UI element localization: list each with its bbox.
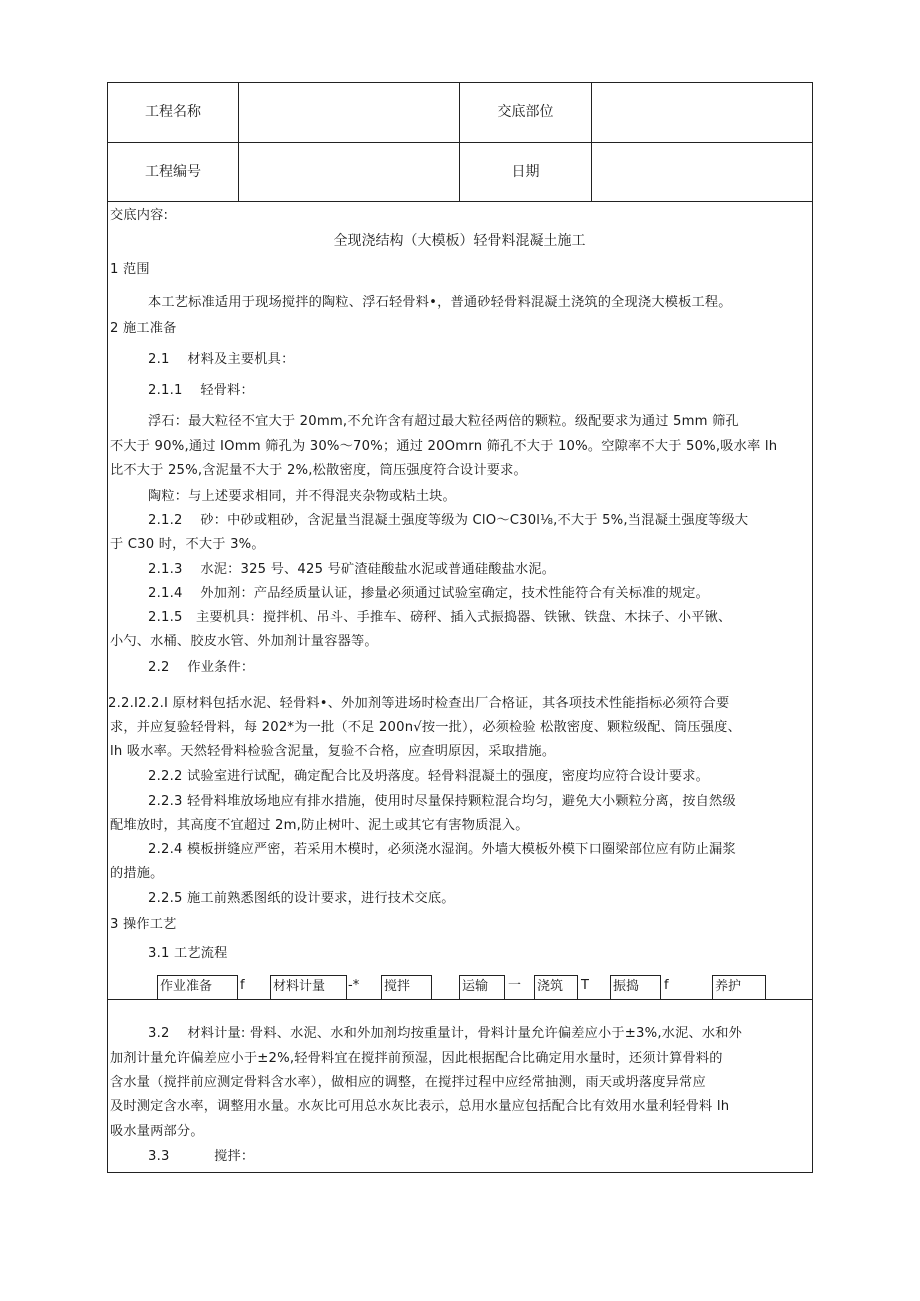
text-line: 及时测定含水率，调整用水量。水灰比可用总水灰比表示，总用水量应包括配合比有效用水量利轻骨料 lh: [110, 1099, 730, 1114]
text-line: 本工艺标准适用于现场搅拌的陶粒、浮石轻骨料•，普通砂轻骨料混凝土浇筑的全现浇大模板工程。: [148, 295, 732, 310]
text-line: 2.2.2 试验室进行试配，确定配合比及坍落度。轻骨料混凝土的强度，密度均应符合设计要求。: [148, 769, 710, 784]
text-line: 2.1.1 轻骨料：: [148, 383, 254, 398]
document-title: 全现浇结构（大模板）轻骨料混凝土施工: [333, 233, 586, 249]
flow-arrow-4: T: [581, 978, 589, 993]
flow-step-prepare: 作业准备: [157, 975, 238, 999]
text-line: 2.1.4 外加剂：产品经质量认证，掺量必须通过试验室确定，技术性能符合有关标准的规定。: [148, 586, 710, 601]
text-line: 2.2.3 轻骨料堆放场地应有排水措施，使用时尽量保持颗粒混合均匀，避免大小颗粒分离，按自然级: [148, 794, 736, 809]
text-line: 3.2 材料计量: 骨料、水泥、水和外加剂均按重量计，骨料计量允许偏差应小于±3%,水泥、水和外: [148, 1026, 743, 1041]
flow-step-transport: 运输: [459, 975, 505, 999]
col-divider-2: [459, 82, 460, 201]
text-line: 2 施工准备: [110, 321, 177, 336]
text-line: 2.1 材料及主要机具：: [148, 352, 295, 367]
text-line: 2.2 作业条件：: [148, 660, 255, 675]
text-line: 的措施。: [110, 866, 164, 881]
text-line: 不大于 90%,通过 IOmm 筛孔为 30%～70%；通过 20Omrn 筛孔不大于 10%。空隙率不大于 50%,吸水率 lh: [110, 439, 778, 454]
flow-step-vibrating: 振捣: [610, 975, 661, 999]
date-label: 日期: [511, 164, 540, 180]
col-divider-1: [238, 82, 239, 201]
text-line: 陶粒：与上述要求相同，并不得混夹杂物或粘土块。: [148, 489, 456, 504]
flow-step-mixing: 搅拌: [381, 975, 432, 999]
text-line: 3.1 工艺流程: [148, 946, 228, 961]
text-line: 小勺、水桶、胶皮水管、外加剂计量容器等。: [110, 634, 378, 649]
col-divider-3: [591, 82, 592, 201]
project-name-label: 工程名称: [145, 104, 201, 120]
text-line: 于 C30 时，不大于 3%。: [110, 537, 265, 552]
project-number-label: 工程编号: [145, 164, 201, 180]
flow-step-metering: 材料计量: [270, 975, 347, 999]
flow-arrow-1: f: [240, 978, 245, 993]
text-line: 加剂计量允许偏差应小于±2%,轻骨料宜在搅拌前预湿，因此根据配合比确定用水量时，还须计算骨料的: [110, 1051, 723, 1066]
text-line: 3 操作工艺: [110, 917, 177, 932]
text-line: lh 吸水率。天然轻骨料检验含泥量，复验不合格，应查明原因，采取措施。: [110, 744, 556, 759]
text-line: 浮石：最大粒径不宜大于 20mm,不允许含有超过最大粒径两倍的颗粒。级配要求为通过 5mm 筛孔: [148, 414, 739, 429]
text-line: 2.1.3 水泥：325 号、425 号矿渣硅酸盐水泥或普通硅酸盐水泥。: [148, 562, 556, 577]
text-line: 含水量（搅拌前应测定骨料含水率），做相应的调整，在搅拌过程中应经常抽测，雨天或坍落度异常应: [110, 1075, 706, 1090]
text-line: 2.2.4 模板拼缝应严密，若采用木模时，必须浇水湿润。外墙大模板外模下口圈梁部位应有防止漏浆: [148, 842, 736, 857]
flow-step-curing: 养护: [712, 975, 766, 999]
flow-arrow-3: 一: [508, 978, 522, 993]
content-label: 交底内容:: [110, 208, 169, 223]
text-line: 3.3 搅拌：: [148, 1149, 255, 1164]
text-line: 求，并应复验轻骨料，每 202*为一批（不足 200n√按一批），必须检验 松散密度、颗粒级配、筒压强度、: [110, 720, 741, 735]
text-line: 2.2.5 施工前熟悉图纸的设计要求，进行技术交底。: [148, 891, 455, 906]
row-divider-2: [107, 201, 812, 202]
flow-arrow-5: f: [664, 978, 669, 993]
flow-arrow-2: -*: [348, 978, 360, 993]
text-line: 比不大于 25%,含泥量不大于 2%,松散密度，筒压强度符合设计要求。: [110, 463, 527, 478]
text-line: 配堆放时，其高度不宜超过 2m,防止树叶、泥土或其它有害物质混入。: [110, 818, 529, 833]
text-line: 1 范围: [110, 262, 150, 277]
flow-step-pouring: 浇筑: [534, 975, 578, 999]
text-line: 2.1.5 主要机具：搅拌机、吊斗、手推车、磅秤、插入式振捣器、铁锹、铁盘、木抹子、小平锹、: [148, 610, 732, 625]
flow-divider: [107, 999, 812, 1000]
text-line: 吸水量两部分。: [110, 1124, 204, 1139]
text-line: 2.2.I2.2.I 原材料包括水泥、轻骨料•、外加剂等进场时检查出厂合格证，其各项技术性能指标必须符合要: [108, 696, 730, 711]
disclosure-part-label: 交底部位: [497, 104, 554, 120]
text-line: 2.1.2 砂：中砂或粗砂，含泥量当混凝土强度等级为 ClO～C30l⅛,不大于 5%,当混凝土强度等级大: [148, 513, 749, 528]
